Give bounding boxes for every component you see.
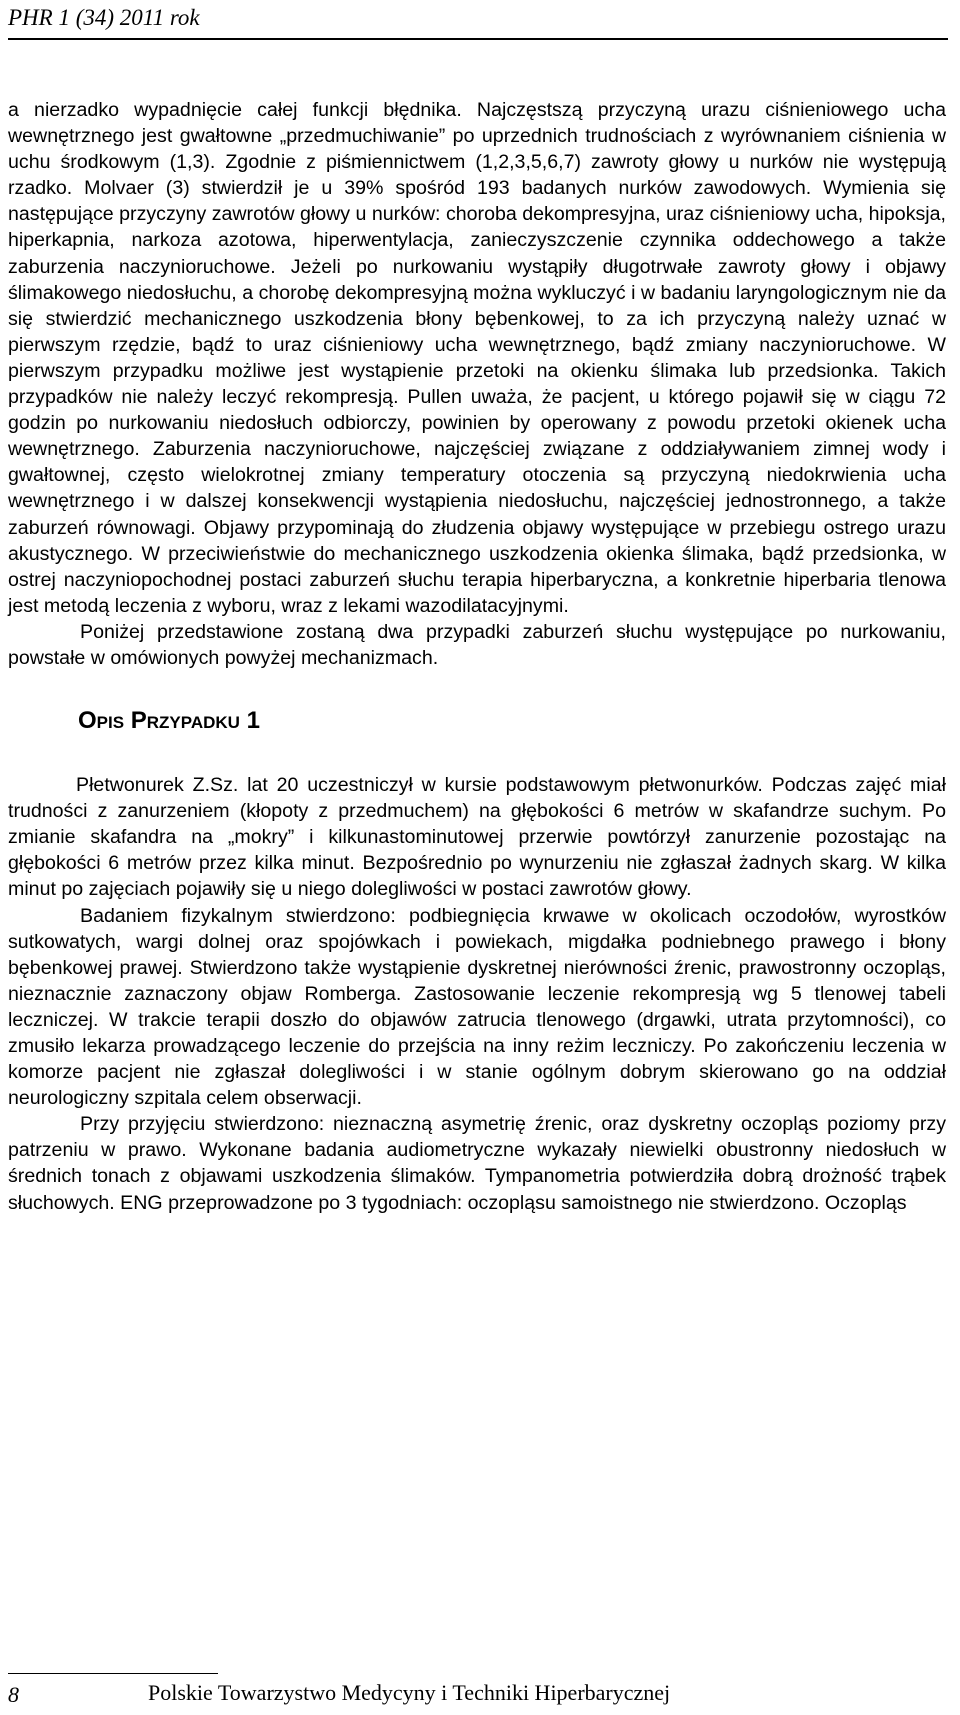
case-heading xyxy=(78,706,946,738)
header-divider xyxy=(8,38,948,40)
case-heading-initial: P xyxy=(130,707,147,735)
body-paragraph: Poniżej przedstawione zostaną dwa przypadki zaburzeń słuchu występujące po nurkowaniu, powstałe w omówionych powyżej mechanizmach. xyxy=(8,620,946,669)
article-body xyxy=(8,97,946,1216)
journal-header: PHR 1 (34) 2011 rok xyxy=(8,5,200,30)
case-heading-word: PIS xyxy=(96,713,125,733)
case-paragraph: Badaniem fizykalnym stwierdzono: podbiegnięcia krwawe w okolicach oczodołów, wyrostków sutkowatych, wargi dolnej oraz spojówkach i powiekach, migdałka podniebnego prawego i błony bębenkowej prawej. Stwierdzono także wystąpienie dyskretnej nierówności źrenic, prawostronny oczopląs, nieznacznie zaznaczony objaw Romberga. Zastosowanie leczenie rekompresją wg 5 tlenowej tabeli leczniczej. W trakcie terapii doszło do objawów zatrucia tlenowego (drgawki, utrata przytomności), co zmusiło lekarza prowadzącego leczenie do przejścia na inny reżim leczniczy. Po zakończeniu leczenia w komorze pacjent nie zgłaszał dolegliwości i w stanie ogólnym dobrym skierowano go na oddział neurologiczny szpitala celem obserwacji. xyxy=(8,904,946,1110)
case-heading-word: RZYPADKU xyxy=(146,713,240,733)
case-paragraph: Przy przyjęciu stwierdzono: nieznaczną asymetrię źrenic, oraz dyskretny oczopląs poziomy przy patrzeniu w prawo. Wykonane badania audiometryczne wykazały niewielki obustronny niedosłuch w średnich tonach z objawami uszkodzenia ślimaków. Tympanometria potwierdziła dobrą drożność trąbek słuchowych. ENG przeprowadzone po 3 tygodniach: oczopląsu samoistnego nie stwierdzono. Oczopląs xyxy=(8,1113,946,1214)
footer-divider xyxy=(8,1673,218,1674)
footer-society-name: Polskie Towarzystwo Medycyny i Techniki Hiperbarycznej xyxy=(148,1680,671,1705)
case-heading-number: 1 xyxy=(246,707,260,735)
page-number: 8 xyxy=(8,1682,19,1707)
case-paragraph: Płetwonurek Z.Sz. lat 20 uczestniczył w kursie podstawowym płetwonurków. Podczas zajęć miał trudności z zanurzeniem (kłopoty z przedmuchem) na głębokości 6 metrów w skafandrze suchym. Po zmianie skafandra na „mokry” i kilkunastominutowej przerwie powtórzył zanurzenie pozostając na głębokości 6 metrów przez kilka minut. Bezpośrednio po wynurzeniu nie zgłaszał żadnych skarg. W kilka minut po zajęciach pojawiły się u niego dolegliwości w postaci zawrotów głowy. xyxy=(8,774,946,901)
case-heading-initial: O xyxy=(78,707,97,735)
body-paragraph: a nierzadko wypadnięcie całej funkcji błędnika. Najczęstszą przyczyną urazu ciśnieniowego ucha wewnętrznego jest gwałtowne „przedmuchiwanie” po uprzednich trudnościach z wyrównaniem ciśnienia w uchu środkowym (1,3). Zgodnie z piśmiennictwem (1,2,3,5,6,7) zawroty głowy u nurków nie występują rzadko. Molvaer (3) stwierdził je u 39% spośród 193 badanych nurków zawodowych. Wymienia się następujące przyczyny zawrotów głowy u nurków: choroba dekompresyjna, uraz ciśnieniowy ucha, hipoksja, hiperkapnia, narkoza azotowa, hiperwentylacja, zanieczyszczenie czynnika oddechowego a także zaburzenia naczynioruchowe. Jeżeli po nurkowaniu wystąpiły długotrwałe zawroty głowy i objawy ślimakowego niedosłuchu, a chorobę dekompresyjną można wykluczyć i w badaniu laryngologicznym nie da się stwierdzić mechanicznego uszkodzenia błony bębenkowej, to za ich przyczyną należy uznać w pierwszym rzędzie, bądź to uraz ciśnieniowy ucha wewnętrznego, bądź zmiany naczynioruchowe. W pierwszym przypadku możliwe jest wystąpienie przetoki na okienku ślimaka lub przedsionka. Takich przypadków nie należy leczyć rekompresją. Pullen uważa, że pacjent, u którego pojawił się w ciągu 72 godzin po nurkowaniu niedosłuch odbiorczy, powinien by operowany z powodu przetoki okienek ucha wewnętrznego. Zaburzenia naczynioruchowe, najczęściej związane z oddziaływaniem zimnej wody i gwałtownej, często wielokrotnej zmiany temperatury otoczenia są przyczyną niedokrwienia ucha wewnętrznego i w dalszej konsekwencji wystąpienia niedosłuchu, najczęściej jednostronnego, a także zaburzeń równowagi. Objawy przypominają do złudzenia objawy występujące w przebiegu ostrego urazu akustycznego. W przeciwieństwie do mechanicznego uszkodzenia okienka ślimaka, bądź przedsionka, w ostrej naczyniopochodnej postaci zaburzeń słuchu terapia hiperbaryczna, a konkretnie hiperbaria tlenowa jest metodą leczenia z wyboru, wraz z lekami wazodilatacyjnymi. xyxy=(8,99,946,617)
